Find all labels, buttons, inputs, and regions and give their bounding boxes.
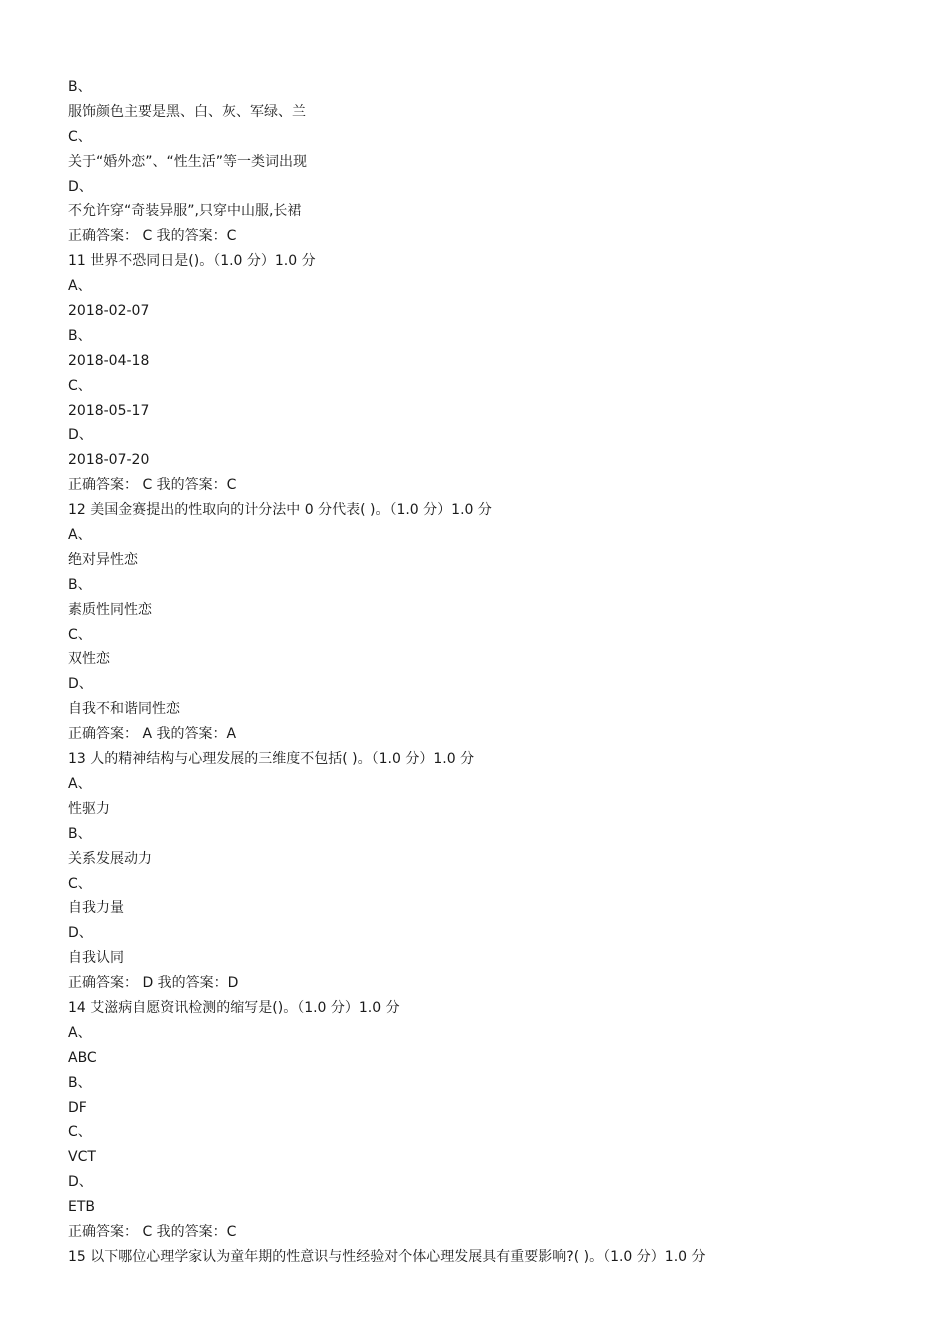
option-c-label: C、 [68, 1124, 92, 1141]
option-b-text: 2018-04-18 [68, 352, 150, 369]
option-a-text: ABC [68, 1049, 97, 1066]
option-b-label: B、 [68, 576, 92, 593]
option-d-text: 不允许穿“奇装异服”,只穿中山服,长裙 [68, 203, 302, 220]
option-b-text: 服饰颜色主要是黑、白、灰、军绿、兰 [68, 103, 306, 120]
option-d-text: ETB [68, 1199, 96, 1216]
option-c-label: C、 [68, 377, 92, 394]
option-c-label: C、 [68, 875, 92, 892]
option-d-label: D、 [68, 925, 93, 942]
option-c-text: 自我力量 [68, 900, 124, 917]
answer-line: 正确答案： C 我的答案：C [68, 1223, 237, 1240]
option-b-text: DF [68, 1099, 87, 1116]
option-a-label: A、 [68, 278, 92, 295]
option-b-label: B、 [68, 327, 92, 344]
option-d-label: D、 [68, 676, 93, 693]
option-a-label: A、 [68, 527, 92, 544]
question-12: 12 美国金赛提出的性取向的计分法中 0 分代表( )。（1.0 分）1.0 分 [68, 502, 492, 519]
answer-line: 正确答案： C 我的答案：C [68, 477, 237, 494]
document-page [68, 75, 928, 1270]
question-13: 13 人的精神结构与心理发展的三维度不包括( )。（1.0 分）1.0 分 [68, 751, 475, 768]
option-a-text: 绝对异性恋 [68, 551, 138, 568]
option-b-label: B、 [68, 1074, 92, 1091]
option-c-text: 关于“婚外恋”、“性生活”等一类词出现 [68, 153, 308, 170]
option-d-text: 2018-07-20 [68, 452, 150, 469]
question-11: 11 世界不恐同日是()。（1.0 分）1.0 分 [68, 253, 316, 270]
question-15: 15 以下哪位心理学家认为童年期的性意识与性经验对个体心理发展具有重要影响?( )。（1.0 分）1.0 分 [68, 1248, 706, 1265]
option-b-label: B、 [68, 79, 92, 95]
question-14: 14 艾滋病自愿资讯检测的缩写是()。（1.0 分）1.0 分 [68, 999, 400, 1016]
option-b-text: 关系发展动力 [68, 850, 152, 867]
option-c-label: C、 [68, 128, 92, 145]
option-a-text: 性驱力 [68, 800, 110, 817]
option-a-text: 2018-02-07 [68, 303, 150, 320]
option-c-label: C、 [68, 626, 92, 643]
option-d-text: 自我认同 [68, 950, 124, 967]
answer-line: 正确答案： D 我的答案：D [68, 975, 239, 992]
answer-line: 正确答案： A 我的答案：A [68, 726, 237, 743]
option-d-label: D、 [68, 178, 93, 195]
option-a-label: A、 [68, 775, 92, 792]
option-d-text: 自我不和谐同性恋 [68, 701, 180, 718]
option-b-label: B、 [68, 825, 92, 842]
option-c-text: 2018-05-17 [68, 402, 150, 419]
option-a-label: A、 [68, 1024, 92, 1041]
option-d-label: D、 [68, 427, 93, 444]
option-b-text: 素质性同性恋 [68, 601, 152, 618]
option-c-text: 双性恋 [68, 651, 110, 668]
option-d-label: D、 [68, 1174, 93, 1191]
answer-line: 正确答案： C 我的答案：C [68, 228, 237, 245]
option-c-text: VCT [68, 1149, 96, 1166]
